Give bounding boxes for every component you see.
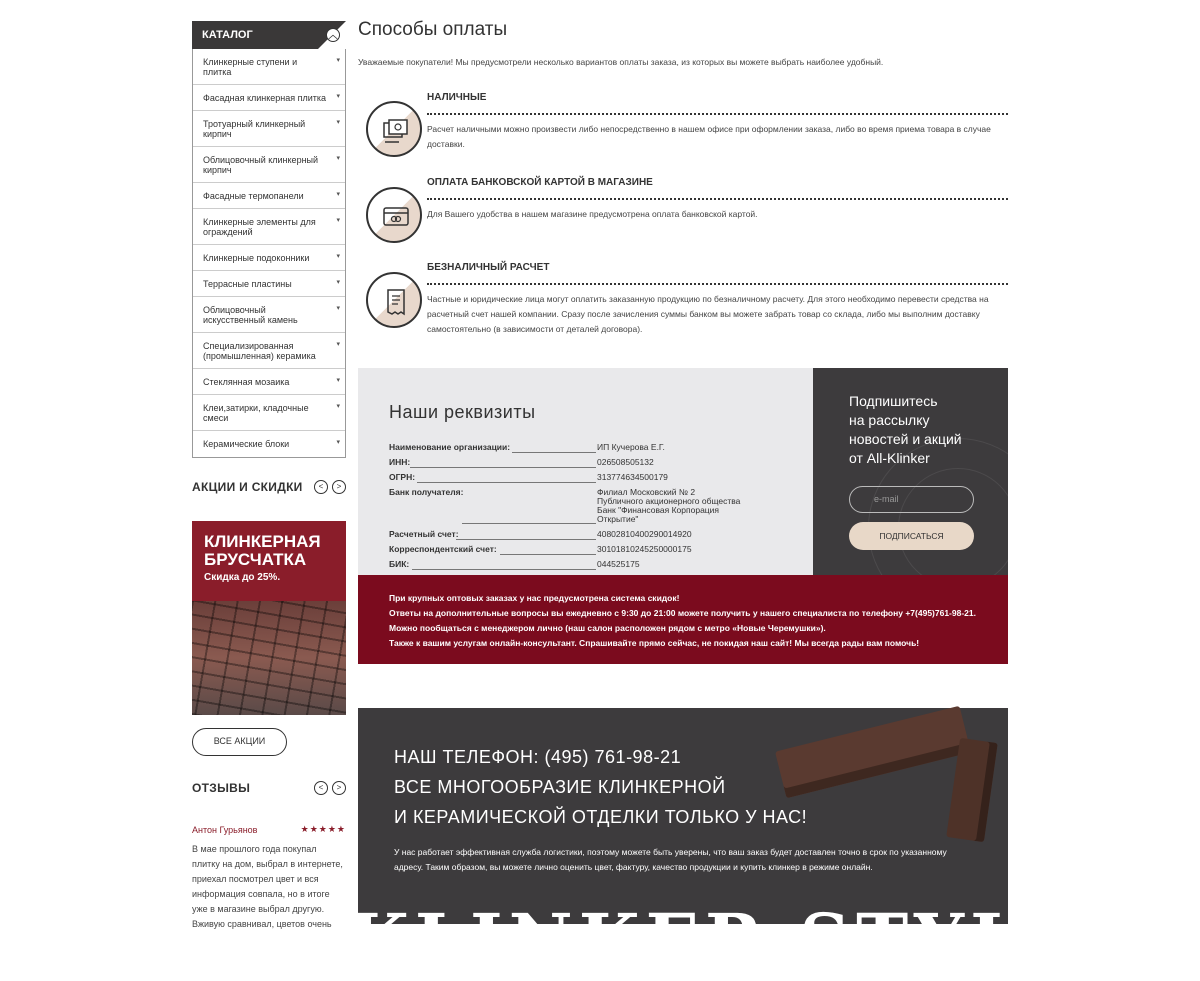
- menu-item[interactable]: Клинкерные ступени и плитка ▾: [193, 49, 345, 85]
- star-rating-icon: ★★★★★: [300, 824, 346, 834]
- req-bank-value-3: Банк "Финансовая Корпорация: [597, 505, 720, 515]
- promo-section-title: АКЦИИ И СКИДКИ: [192, 480, 303, 494]
- req-bik-value: 044525175: [597, 559, 640, 569]
- promo-section-header: [192, 480, 346, 494]
- chevron-up-icon[interactable]: ︿: [326, 28, 340, 42]
- requisites-block: [358, 368, 813, 575]
- email-input[interactable]: e-mail: [849, 486, 974, 513]
- phone-block: [348, 708, 1085, 981]
- reviews-section-header: [192, 781, 346, 795]
- phone-heading: НАШ ТЕЛЕФОН: (495) 761-98-21: [394, 747, 682, 767]
- dotted-divider: [427, 113, 1008, 115]
- notice-line: Ответы на дополнительные вопросы вы ежедневно с 9:30 до 21:00 можете получить у нашего специалиста по телефону +7(495)761-98-21.: [389, 608, 976, 618]
- menu-item[interactable]: Стеклянная мозаика ▾: [193, 369, 345, 395]
- chevron-down-icon: ▾: [336, 57, 340, 64]
- payment-text: Для Вашего удобства в нашем магазине предусмотрена оплата банковской картой.: [427, 209, 758, 219]
- arrow-left-icon[interactable]: <: [314, 781, 328, 795]
- req-inn-value: 026508505132: [597, 457, 654, 467]
- menu-item[interactable]: Облицовочный искусственный камень ▾: [193, 297, 345, 333]
- req-line: [417, 482, 596, 483]
- req-line: [412, 569, 596, 570]
- menu-item[interactable]: Фасадные термопанели ▾: [193, 183, 345, 209]
- menu-item[interactable]: Облицовочный клинкерный кирпич ▾: [193, 147, 345, 183]
- requisites-title: Наши реквизиты: [389, 402, 536, 422]
- intro-text: Уважаемые покупатели! Мы предусмотрели несколько вариантов оплаты заказа, из которых вы можете выбрать наиболее удобный.: [358, 57, 884, 67]
- arrow-left-icon[interactable]: <: [314, 480, 328, 494]
- brick-image: [775, 706, 971, 799]
- payment-title: ОПЛАТА БАНКОВСКОЙ КАРТОЙ В МАГАЗИНЕ: [427, 177, 653, 188]
- page-title: Способы оплаты: [358, 19, 508, 40]
- menu-item[interactable]: Клеи,затирки, кладочные смеси ▾: [193, 395, 345, 431]
- receipt-icon: [366, 272, 422, 328]
- chevron-down-icon: ▾: [336, 279, 340, 286]
- notice-line: Можно пообщаться с менеджером лично (наш салон расположен рядом с метро «Новые Черемушки»).: [389, 623, 826, 633]
- catalog-menu: [192, 49, 346, 458]
- brand-big-text: KLINKER STYLE: [348, 898, 1085, 981]
- review-header: [192, 824, 346, 835]
- catalog-header[interactable]: [192, 21, 346, 49]
- phone-text: У нас работает эффективная служба логистики, поэтому можете быть уверены, что ваш заказ будет доставлен точно в срок по указанному адресу. Таким образом, вы можете лично оценить цвет, фактуру, качество продукции и купить клинкер в режиме онлайн.: [394, 847, 947, 872]
- chevron-down-icon: ▾: [336, 191, 340, 198]
- subscribe-title: Подпишитесь на рассылку новостей и акций от All-Klinker: [849, 393, 962, 466]
- payment-cashless: [366, 262, 1008, 334]
- dotted-divider: [427, 198, 1008, 200]
- catalog-title: КАТАЛОГ: [202, 29, 253, 41]
- chevron-down-icon: ▾: [336, 217, 340, 224]
- payment-cash: [366, 92, 1008, 161]
- req-corr-value: 30101810245250000175: [597, 544, 692, 554]
- chevron-down-icon: ▾: [336, 403, 340, 410]
- arrow-right-icon[interactable]: >: [332, 781, 346, 795]
- promo-banner-title: КЛИНКЕРНАЯ БРУСЧАТКА: [204, 532, 321, 569]
- subscribe-block: [813, 368, 1008, 575]
- credit-card-icon: [366, 187, 422, 243]
- req-account-label: Расчетный счет:: [389, 529, 459, 539]
- req-bank-value-4: Открытие": [597, 514, 639, 524]
- menu-item[interactable]: Клинкерные элементы для ограждений ▾: [193, 209, 345, 245]
- promo-banner-subtitle: Скидка до 25%.: [204, 572, 281, 583]
- cash-icon: [366, 101, 422, 157]
- chevron-down-icon: ▾: [336, 439, 340, 446]
- review-text: В мае прошлого года покупал плитку на дом, выбрал в интернете, приехал посмотрел цвет и вся информация совпала, но в итоге уже в магазине выбрал другую. Вживую сравнивал, цветов очень: [192, 844, 343, 929]
- payment-title: НАЛИЧНЫЕ: [427, 92, 487, 103]
- wholesale-notice: [358, 575, 1008, 664]
- notice-line: Также к вашим услугам онлайн-консультант. Спрашивайте прямо сейчас, не покидая наш сайт! Мы всегда рады вам помочь!: [389, 638, 920, 648]
- req-line: [462, 523, 596, 524]
- menu-item[interactable]: Керамические блоки ▾: [203, 439, 340, 449]
- req-inn-label: ИНН:: [389, 457, 411, 467]
- menu-item[interactable]: Специализированная (промышленная) керамика ▾: [193, 333, 345, 369]
- req-account-value: 40802810400290014920: [597, 529, 692, 539]
- subscribe-button[interactable]: ПОДПИСАТЬСЯ: [849, 522, 974, 550]
- review-author: Антон Гурьянов: [192, 824, 258, 835]
- req-org-label: Наименование организации:: [389, 442, 511, 452]
- chevron-down-icon: ▾: [336, 253, 340, 260]
- chevron-down-icon: ▾: [336, 377, 340, 384]
- req-ogrn-value: 313774634500179: [597, 472, 668, 482]
- payment-text: Частные и юридические лица могут оплатить заказанную продукцию по безналичному расчету. Для этого необходимо перевести средства на расчетный счет нашей компании. Сразу после зачисления суммы банком вы можете забрать товар со склада, либо мы выполним доставку самостоятельно (в зависимости от деталей договора).: [427, 294, 989, 334]
- chevron-down-icon: ▾: [336, 93, 340, 100]
- req-ogrn-label: ОГРН:: [389, 472, 416, 482]
- req-line: [500, 554, 596, 555]
- chevron-down-icon: ▾: [336, 155, 340, 162]
- req-line: [512, 452, 596, 453]
- arrow-right-icon[interactable]: >: [332, 480, 346, 494]
- menu-item[interactable]: Фасадная клинкерная плитка ▾: [193, 85, 345, 111]
- all-promos-button[interactable]: ВСЕ АКЦИИ: [192, 728, 287, 756]
- req-line: [456, 539, 596, 540]
- chevron-down-icon: ▾: [336, 119, 340, 126]
- menu-item[interactable]: Тротуарный клинкерный кирпич ▾: [193, 111, 345, 147]
- sidebar: [192, 21, 346, 458]
- phone-heading: ВСЕ МНОГООБРАЗИЕ КЛИНКЕРНОЙ: [394, 777, 726, 797]
- req-org-value: ИП Кучерова Е.Г.: [597, 442, 665, 452]
- req-line: [410, 467, 596, 468]
- notice-line: При крупных оптовых заказах у нас предусмотрена система скидок!: [389, 593, 680, 603]
- payment-text: Расчет наличными можно произвести либо непосредственно в нашем офисе при оформлении заказа, либо во время приема товара в случае доставки.: [427, 124, 991, 149]
- paving-image: [192, 601, 346, 715]
- req-corr-label: Корреспондентский счет:: [389, 544, 497, 554]
- payment-card: [366, 177, 1008, 247]
- req-bank-value-1: Филиал Московский № 2: [597, 487, 696, 497]
- phone-heading: И КЕРАМИЧЕСКОЙ ОТДЕЛКИ ТОЛЬКО У НАС!: [394, 807, 808, 827]
- promo-banner-text: [192, 521, 346, 601]
- menu-item[interactable]: Террасные пластины ▾: [193, 271, 345, 297]
- chevron-down-icon: ▾: [336, 305, 340, 312]
- req-bank-value-2: Публичного акционерного общества: [597, 496, 741, 506]
- reviews-section-title: ОТЗЫВЫ: [192, 781, 251, 795]
- chevron-down-icon: ▾: [336, 341, 340, 348]
- promo-banner[interactable]: [192, 521, 346, 715]
- dotted-divider: [427, 283, 1008, 285]
- menu-item[interactable]: Клинкерные подоконники ▾: [193, 245, 345, 271]
- req-bank-label: Банк получателя:: [389, 487, 464, 497]
- req-bik-label: БИК:: [389, 559, 410, 569]
- payment-title: БЕЗНАЛИЧНЫЙ РАСЧЕТ: [427, 262, 550, 273]
